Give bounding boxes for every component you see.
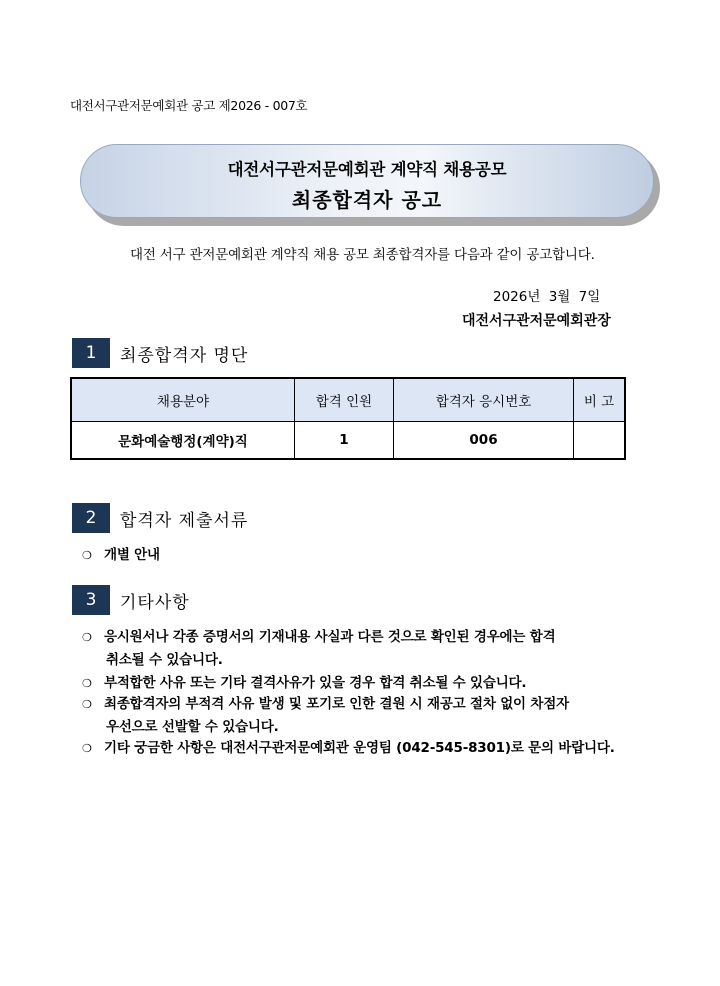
notice-number: 대전서구관저문예회관 공고 제2026 - 007호 [70,98,308,113]
organization-name: 대전서구관저문예회관장 [462,313,611,329]
bullet-circle-icon: ❍ [82,677,92,690]
list-item-continuation: 취소될 수 있습니다. [106,652,223,668]
bullet-circle-icon: ❍ [82,631,92,644]
table-row [71,422,625,460]
banner-subtitle: 최종합격자 공고 [291,188,443,212]
list-item [82,625,555,668]
section-1-number: 1 [72,338,110,368]
header-applicant-number: 합격자 응시번호 [394,378,574,422]
section-1-title: 최종합격자 명단 [120,346,249,366]
title-banner [80,144,654,218]
cell-count: 1 [295,422,394,460]
header-count: 합격 인원 [295,378,394,422]
list-item [82,736,615,756]
cell-remarks [574,422,626,460]
cell-applicant-number: 006 [394,422,574,460]
bullet-circle-icon: ❍ [82,698,92,711]
list-item [82,543,160,563]
banner-title: 대전서구관저문예회관 계약직 채용공모 [227,160,507,179]
section-2-title: 합격자 제출서류 [120,511,249,531]
table-header-row [71,378,625,422]
list-item-text: 부적합한 사유 또는 기타 결격사유가 있을 경우 합격 취소될 수 있습니다. [104,675,527,691]
section-2-number: 2 [72,503,110,533]
bullet-circle-icon: ❍ [82,742,92,755]
list-item [82,692,569,735]
notice-date: 2026년 3월 7일 [493,289,601,305]
list-item-continuation: 우선으로 선발할 수 있습니다. [106,719,279,735]
section-3-title: 기타사항 [120,593,190,613]
result-table [70,377,626,460]
header-remarks: 비 고 [574,378,626,422]
intro-text: 대전 서구 관저문예회관 계약직 채용 공모 최종합격자를 다음과 같이 공고합니다. [130,247,595,263]
list-item-text: 기타 궁금한 사항은 대전서구관저문예회관 운영팀 (042-545-8301)로 문의 바랍니다. [104,740,615,756]
section-3-number: 3 [72,585,110,615]
bullet-circle-icon: ❍ [82,549,92,562]
list-item-text: 응시원서나 각종 증명서의 기재내용 사실과 다른 것으로 확인된 경우에는 합격 [104,629,556,645]
cell-field: 문화예술행정(계약)직 [71,422,295,460]
header-field: 채용분야 [71,378,295,422]
list-item [82,671,526,691]
list-item-text: 개별 안내 [104,547,160,563]
list-item-text: 최종합격자의 부적격 사유 발생 및 포기로 인한 결원 시 재공고 절차 없이 차점자 [104,696,569,712]
